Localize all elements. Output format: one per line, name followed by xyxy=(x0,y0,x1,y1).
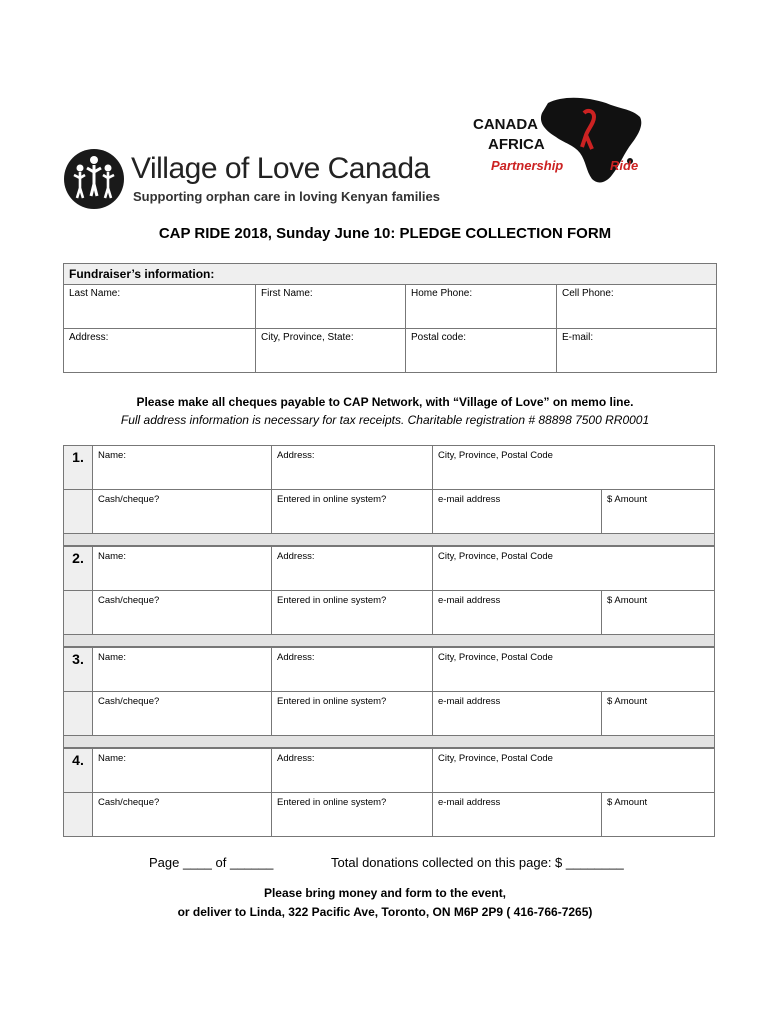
pledge-city-field[interactable]: City, Province, Postal Code xyxy=(433,547,715,591)
pledge-name-field[interactable]: Name: xyxy=(93,446,272,490)
total-donations-field[interactable]: Total donations collected on this page: $ ________ xyxy=(331,855,624,870)
form-title: CAP RIDE 2018, Sunday June 10: PLEDGE COLLECTION FORM xyxy=(158,225,612,242)
family-figure-icon xyxy=(63,148,125,210)
pledge-email-field[interactable]: e-mail address xyxy=(433,490,602,534)
pledge-number-continuation xyxy=(64,490,93,534)
pledge-number: 1. xyxy=(64,446,93,490)
pledge-amount-field[interactable]: $ Amount xyxy=(602,793,715,837)
address-field[interactable]: Address: xyxy=(64,329,256,373)
pledge-block-4 xyxy=(63,748,715,837)
pledge-name-field[interactable]: Name: xyxy=(93,547,272,591)
fundraiser-info-table xyxy=(63,263,717,373)
email-field[interactable]: E-mail: xyxy=(557,329,717,373)
pledge-online-field[interactable]: Entered in online system? xyxy=(272,793,433,837)
village-of-love-name: Village of Love Canada xyxy=(131,152,430,185)
pledge-address-field[interactable]: Address: xyxy=(272,749,433,793)
pledge-separator xyxy=(63,533,715,546)
pledge-number: 3. xyxy=(64,648,93,692)
pledge-block-1 xyxy=(63,445,715,534)
cap-logo-ride: Ride xyxy=(610,158,639,173)
cap-logo-canada: CANADA xyxy=(473,116,538,133)
pledge-amount-field[interactable]: $ Amount xyxy=(602,490,715,534)
page-number-field[interactable]: Page ____ of ______ xyxy=(149,855,274,870)
pledge-separator xyxy=(63,634,715,647)
africa-map-icon xyxy=(528,95,646,187)
first-name-field[interactable]: First Name: xyxy=(256,285,406,329)
pledge-amount-field[interactable]: $ Amount xyxy=(602,591,715,635)
cap-logo-partnership: Partnership xyxy=(491,158,564,173)
pledge-email-field[interactable]: e-mail address xyxy=(433,591,602,635)
delivery-address-note: or deliver to Linda, 322 Pacific Ave, Toronto, ON M6P 2P9 ( 416-766-7265) xyxy=(177,905,593,919)
pledge-online-field[interactable]: Entered in online system? xyxy=(272,490,433,534)
pledge-number: 4. xyxy=(64,749,93,793)
pledge-block-3 xyxy=(63,647,715,736)
pledge-address-field[interactable]: Address: xyxy=(272,648,433,692)
pledge-city-field[interactable]: City, Province, Postal Code xyxy=(433,749,715,793)
pledge-number-continuation xyxy=(64,692,93,736)
pledge-cash-field[interactable]: Cash/cheque? xyxy=(93,793,272,837)
cap-ride-logo xyxy=(470,95,650,190)
postal-code-field[interactable]: Postal code: xyxy=(406,329,557,373)
pledge-address-field[interactable]: Address: xyxy=(272,547,433,591)
cell-phone-field[interactable]: Cell Phone: xyxy=(557,285,717,329)
pledge-number-continuation xyxy=(64,591,93,635)
pledge-city-field[interactable]: City, Province, Postal Code xyxy=(433,648,715,692)
pledge-amount-field[interactable]: $ Amount xyxy=(602,692,715,736)
city-province-state-field[interactable]: City, Province, State: xyxy=(256,329,406,373)
pledge-email-field[interactable]: e-mail address xyxy=(433,793,602,837)
cap-logo-africa: AFRICA xyxy=(488,136,545,153)
pledge-number-continuation xyxy=(64,793,93,837)
last-name-field[interactable]: Last Name: xyxy=(64,285,256,329)
pledge-city-field[interactable]: City, Province, Postal Code xyxy=(433,446,715,490)
fundraiser-heading: Fundraiser’s information: xyxy=(64,264,717,285)
tax-receipt-note: Full address information is necessary for tax receipts. Charitable registration # 88898 7500 RR0001 xyxy=(120,413,650,427)
village-of-love-logo xyxy=(63,148,440,214)
pledge-online-field[interactable]: Entered in online system? xyxy=(272,692,433,736)
pledge-cash-field[interactable]: Cash/cheque? xyxy=(93,490,272,534)
pledge-name-field[interactable]: Name: xyxy=(93,648,272,692)
pledge-cash-field[interactable]: Cash/cheque? xyxy=(93,591,272,635)
village-of-love-tagline: Supporting orphan care in loving Kenyan families xyxy=(133,189,440,204)
pledge-online-field[interactable]: Entered in online system? xyxy=(272,591,433,635)
home-phone-field[interactable]: Home Phone: xyxy=(406,285,557,329)
pledge-cash-field[interactable]: Cash/cheque? xyxy=(93,692,272,736)
bring-money-note: Please bring money and form to the event, xyxy=(263,886,507,900)
cheque-instructions: Please make all cheques payable to CAP Network, with “Village of Love” on memo line. xyxy=(136,395,634,409)
pledge-number: 2. xyxy=(64,547,93,591)
pledge-email-field[interactable]: e-mail address xyxy=(433,692,602,736)
pledge-name-field[interactable]: Name: xyxy=(93,749,272,793)
pledge-block-2 xyxy=(63,546,715,635)
pledge-address-field[interactable]: Address: xyxy=(272,446,433,490)
pledge-separator xyxy=(63,735,715,748)
